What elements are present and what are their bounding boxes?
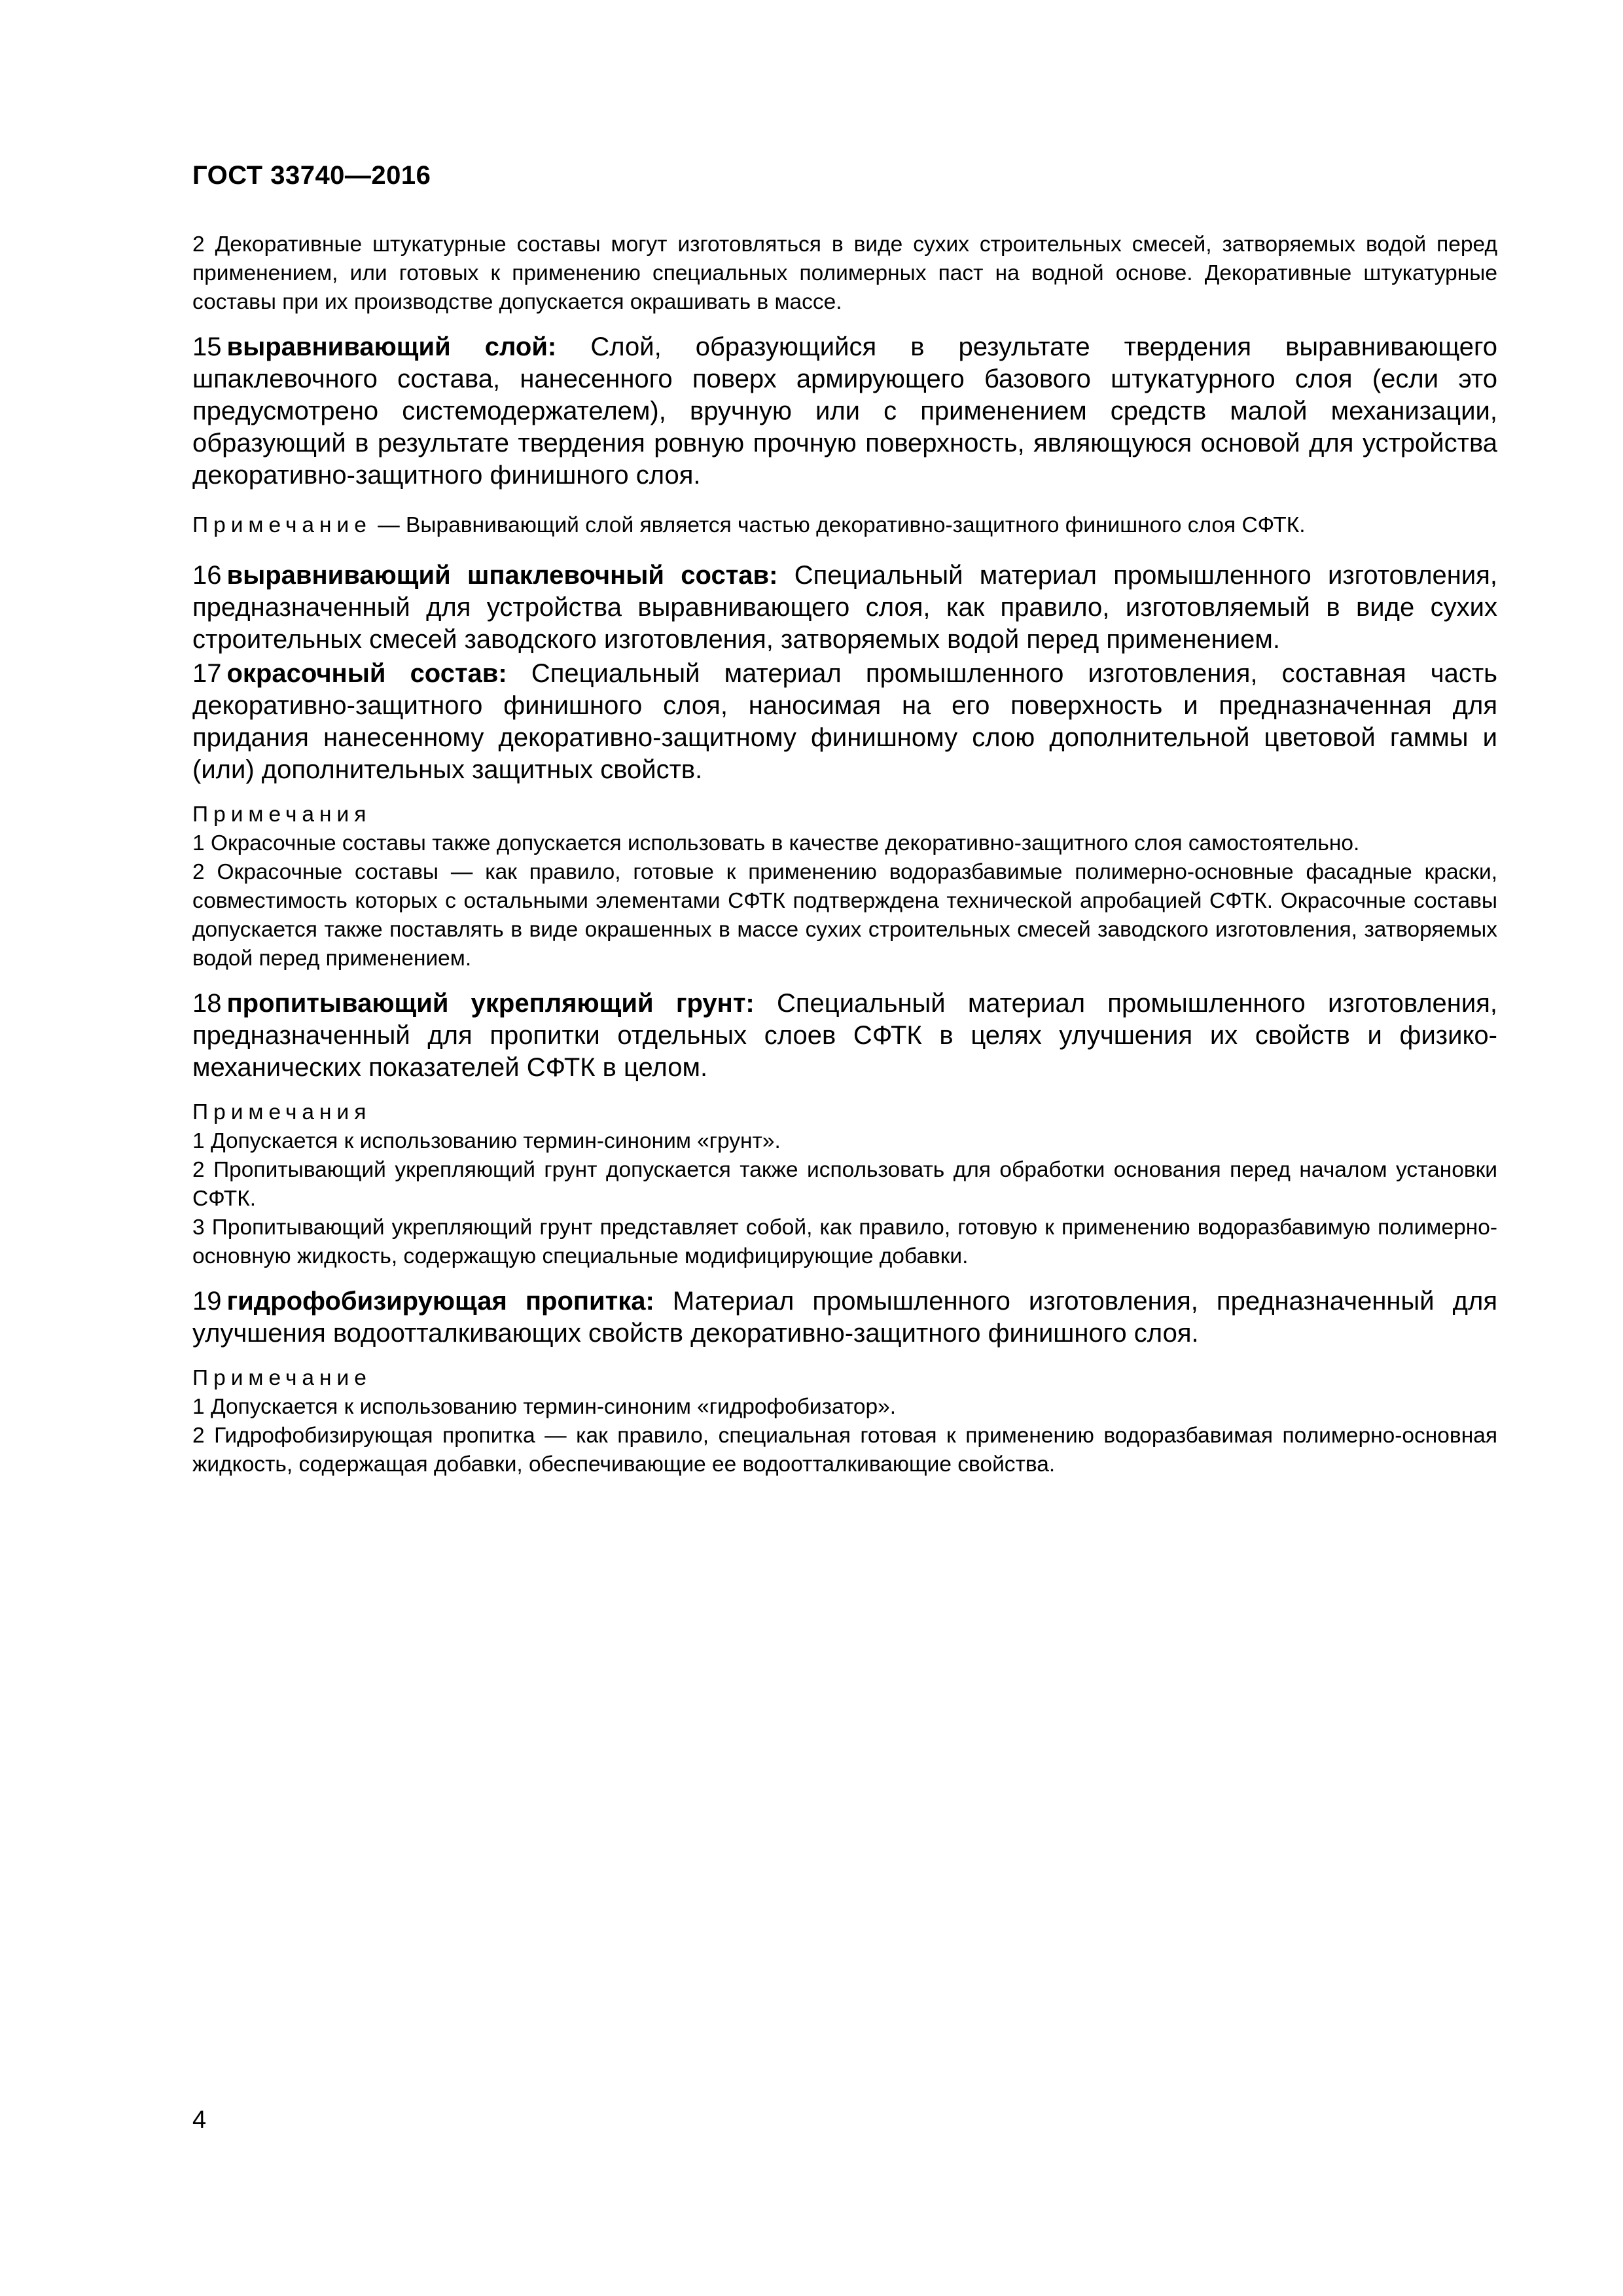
term-19-note-2: 2 Гидрофобизирующая пропитка — как правило, специальная готовая к применению водоразбавимая полимерно-основная жидкость, содержащая добавки, обеспечивающие ее водоотталкивающие свойства.: [192, 1424, 1497, 1477]
term-19: [192, 1285, 1497, 1350]
term-definition: Материал промышленного изготовления, предназначенный для улучшения водоотталкивающих свойств декоративно-защитного финишного слоя.: [192, 1287, 1497, 1348]
term-number: 19: [192, 1287, 222, 1316]
term-18-notes-heading: Примечания: [192, 1100, 372, 1124]
term-number: 16: [192, 561, 222, 590]
note-label: Примечание: [192, 513, 372, 537]
term-definition: Специальный материал промышленного изготовления, предназначенный для пропитки отдельных слоев СФТК в целях улучшения их свойств и физико-механических показателей СФТК в целом.: [192, 989, 1498, 1082]
term-15: [192, 331, 1497, 492]
term-number: 18: [192, 989, 222, 1018]
term-15-note: [192, 511, 1497, 540]
term-name: пропитывающий укрепляющий грунт:: [226, 989, 755, 1018]
term-18: [192, 988, 1497, 1084]
term-19-notes-heading: Примечание: [192, 1366, 372, 1390]
page-content: [192, 230, 1497, 1479]
term-definition: Слой, образующийся в результате твердения выравнивающего шпаклевочного состава, нанесенного поверх армирующего базового штукатурного слоя (если это предусмотрено системодержателем), вручную или с применением средств малой механизации, образующий в результате твердения ровную прочную поверхность, являющуюся основой для устройства декоративно-защитного финишного слоя.: [192, 332, 1497, 490]
standard-designation: ГОСТ 33740—2016: [192, 161, 431, 190]
term-definition: Специальный материал промышленного изготовления, предназначенный для устройства выравнивающего слоя, как правило, изготовляемый в виде сухих строительных смесей заводского изготовления, затворяемых водой перед применением.: [192, 561, 1498, 654]
term-18-note-1: 1 Допускается к использованию термин-синоним «грунт».: [192, 1129, 781, 1153]
term-19-note-1: 1 Допускается к использованию термин-синоним «гидрофобизатор».: [192, 1395, 897, 1419]
term-16: [192, 560, 1497, 656]
term-name: выравнивающий слой:: [226, 332, 557, 361]
term-name: окрасочный состав:: [226, 659, 507, 688]
term-18-note-2: 2 Пропитывающий укрепляющий грунт допускается также использовать для обработки основания перед началом установки СФТК.: [192, 1158, 1497, 1211]
term-name: выравнивающий шпаклевочный состав:: [226, 561, 778, 590]
term-18-note-3: 3 Пропитывающий укрепляющий грунт представляет собой, как правило, готовую к применению водоразбавимую полимерно-основную жидкость, содержащую специальные модифицирующие добавки.: [192, 1215, 1497, 1268]
term-definition: Специальный материал промышленного изготовления, составная часть декоративно-защитного финишного слоя, наносимая на его поверхность и предназначенная для придания нанесенному декоративно-защитному финишному слою дополнительной цветовой гаммы и (или) дополнительных защитных свойств.: [192, 659, 1497, 784]
term-17-note-2: 2 Окрасочные составы — как правило, готовые к применению водоразбавимые полимерно-основные фасадные краски, совместимость которых с остальными элементами СФТК подтверждена технической апробацией СФТК. Окрасочные составы допускается также поставлять в виде окрашенных в массе сухих строительных смесей заводского изготовления, затворяемых водой перед применением.: [192, 860, 1497, 971]
note-text: — Выравнивающий слой является частью декоративно-защитного финишного слоя СФТК.: [371, 513, 1306, 537]
term-number: 15: [192, 332, 222, 361]
term-17-note-1: 1 Окрасочные составы также допускается использовать в качестве декоративно-защитного слоя самостоятельно.: [192, 831, 1360, 855]
term-number: 17: [192, 659, 222, 688]
term-name: гидрофобизирующая пропитка:: [226, 1287, 654, 1316]
page-number: 4: [192, 2106, 207, 2134]
term-17-notes-heading: Примечания: [192, 802, 372, 827]
intro-note: 2 Декоративные штукатурные составы могут изготовляться в виде сухих строительных смесей, затворяемых водой перед применением, или готовых к применению специальных полимерных паст на водной основе. Декоративные штукатурные составы при их производстве допускается окрашивать в массе.: [192, 232, 1497, 314]
term-17: [192, 658, 1497, 786]
